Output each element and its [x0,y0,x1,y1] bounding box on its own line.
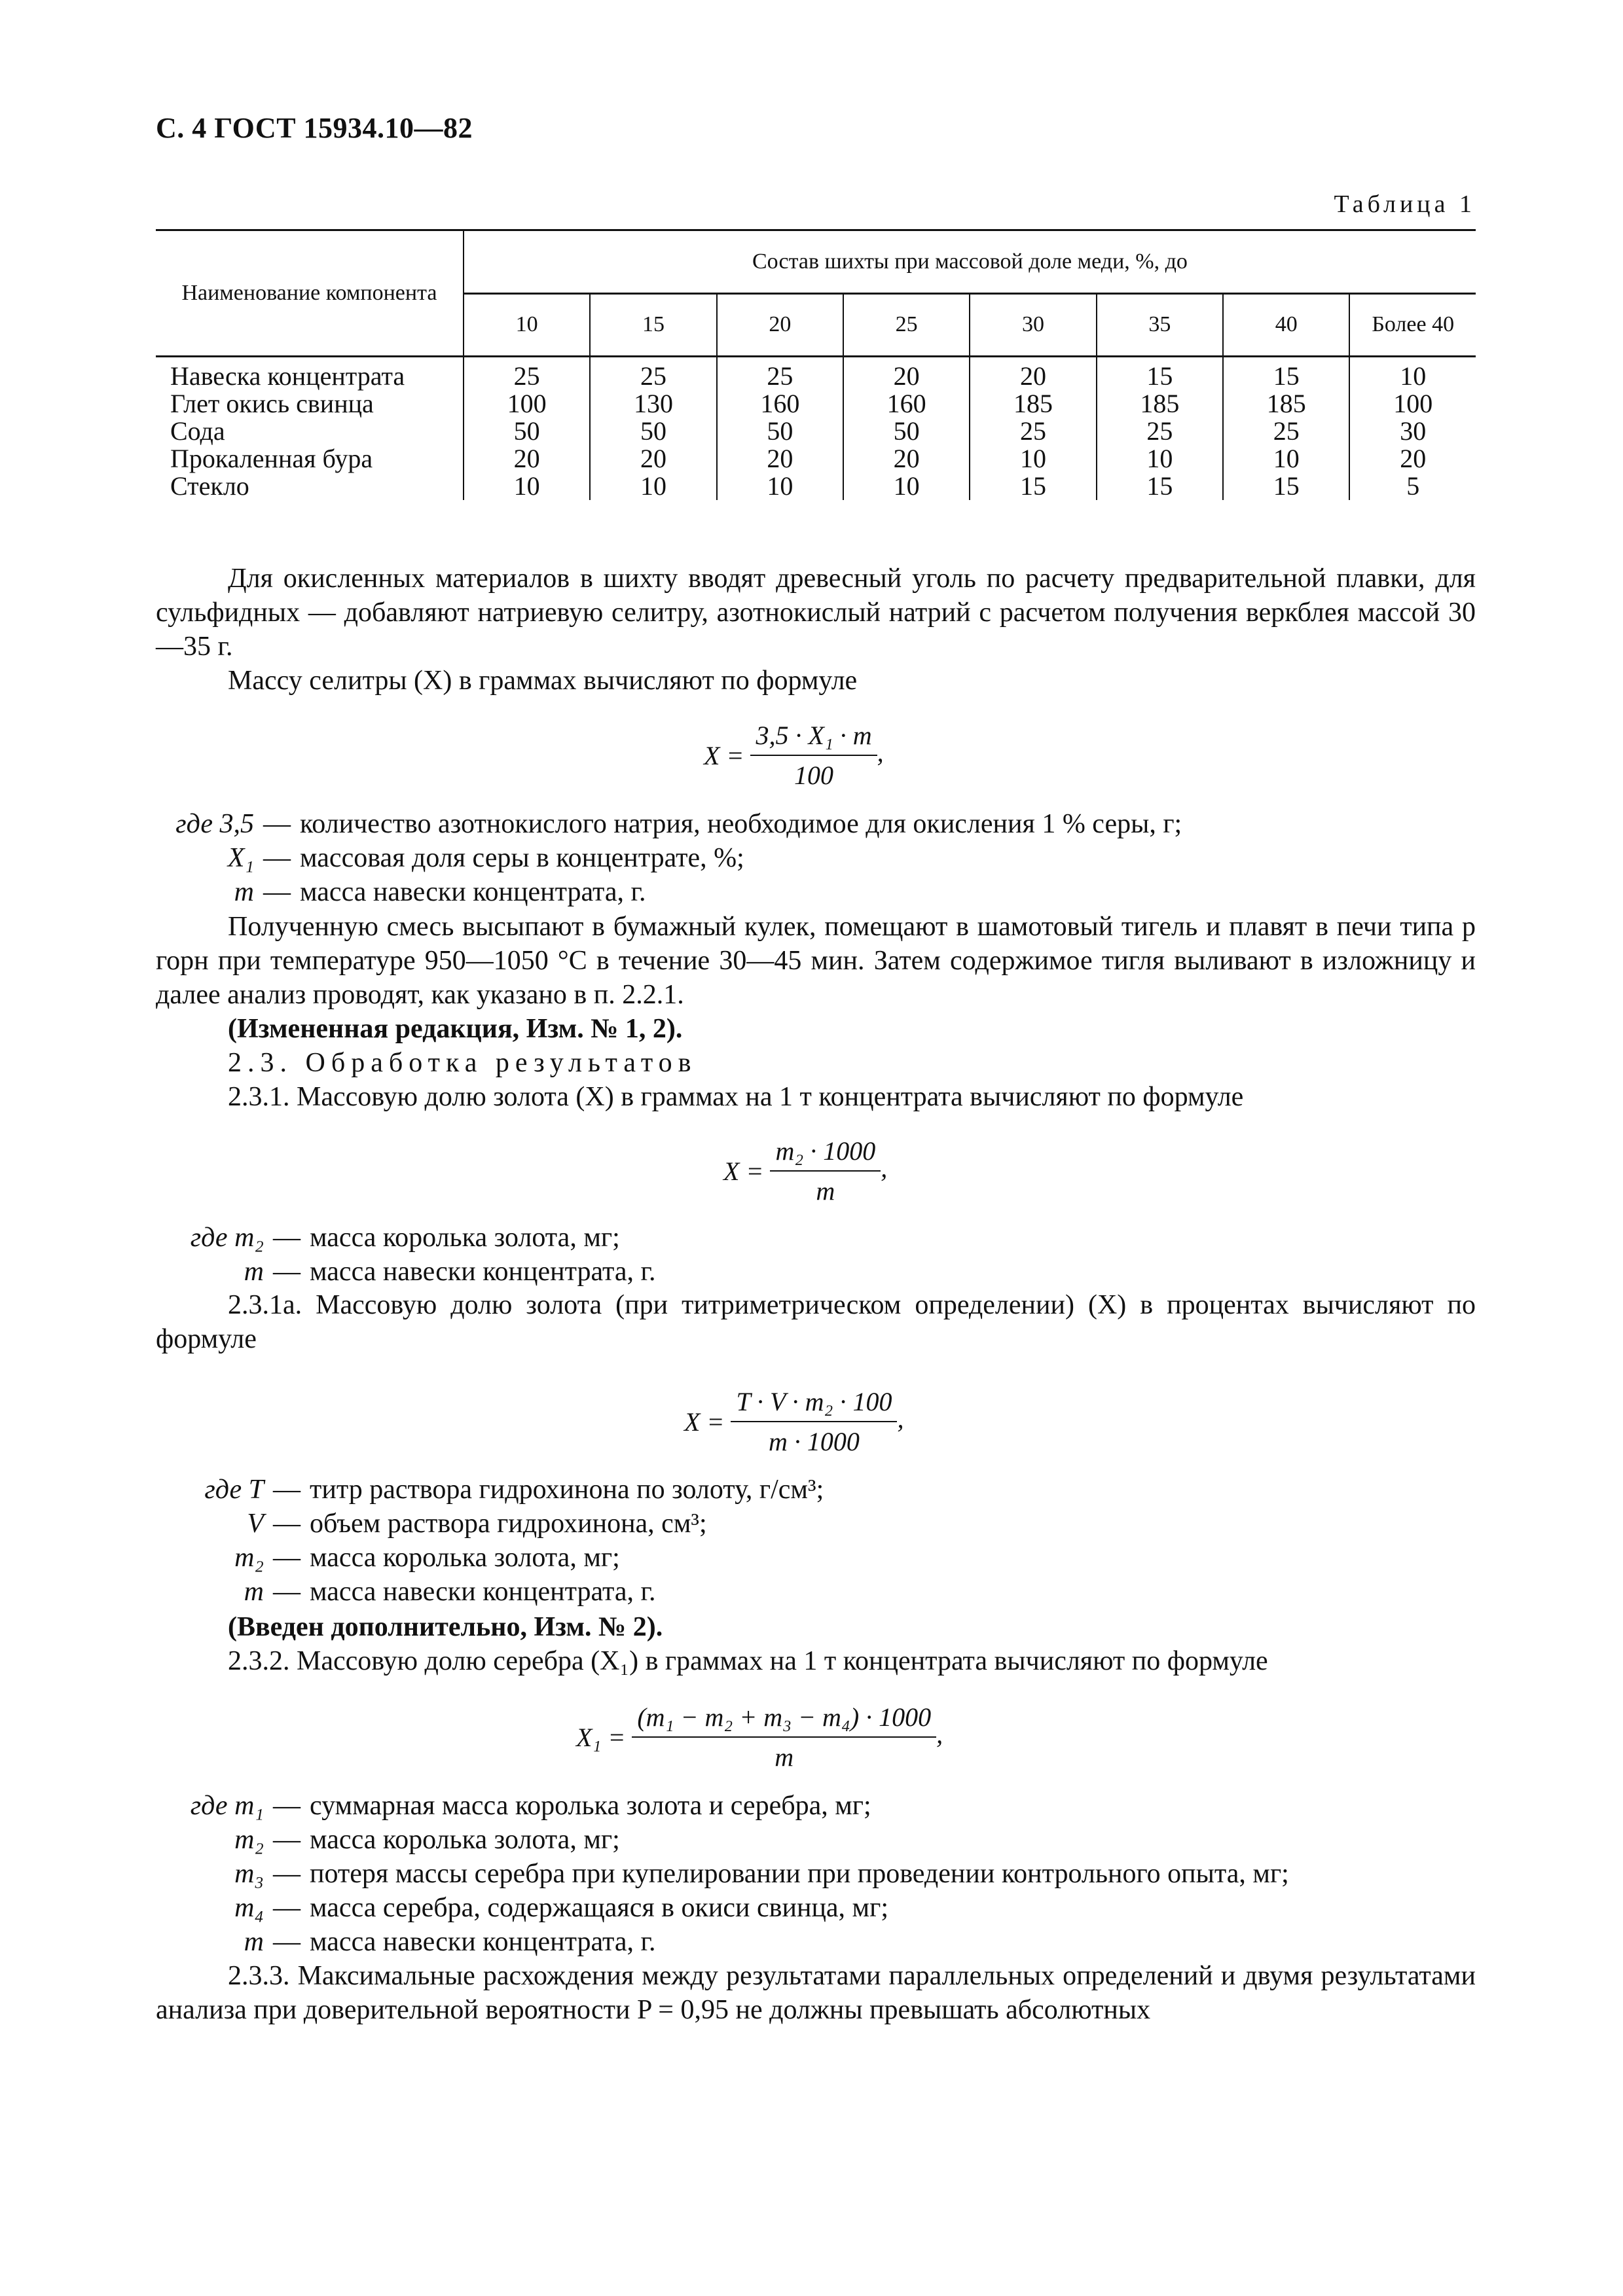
legend-row [156,875,1182,909]
formula-4 [576,1702,943,1772]
table-value: 20 [1400,444,1427,473]
amendment-note: (Измененная редакция, Изм. № 1, 2). [228,1014,683,1044]
section-heading: 2.3. Обработка результатов [228,1048,697,1078]
formula-numerator: m₂ · 1000 [770,1136,881,1172]
legend-row [156,1541,824,1575]
table-value: 185 [1013,389,1053,418]
table-value: 25 [767,361,793,391]
formula-tail: , [897,1404,904,1434]
legend-text: масса королька золота, мг; [310,1223,620,1253]
table-value: 20 [513,444,540,473]
table-col-header: 15 [590,293,716,357]
paragraph: 2.3.3. Максимальные расхождения между результатами параллельных определений и двумя результатами анализа при доверительной вероятности P = 0,95 не должны превышать абсолютных [156,1961,1476,2025]
table-value: 185 [1140,389,1180,418]
table-value: 20 [640,444,666,473]
formula-lhs: X = [723,1156,764,1186]
formula-lhs: X = [704,740,744,770]
table-value: 10 [893,471,920,501]
page-header: С. 4 ГОСТ 15934.10—82 [156,112,473,144]
table-value: 185 [1266,389,1306,418]
legend-symbol: m₄ [234,1893,264,1923]
table-value: 15 [1146,471,1173,501]
table-cell-values [590,357,716,501]
table-value: 15 [1273,361,1300,391]
table-value: 25 [1146,416,1173,446]
legend-dash: — [273,1893,301,1923]
legend-row [156,1891,1289,1925]
table-value: 15 [1146,361,1173,391]
legend-row [156,1857,1289,1891]
table-value: 25 [513,361,540,391]
formula-numerator: (m₁ − m₂ + m₃ − m₄) · 1000 [632,1702,936,1738]
table-value: 15 [1020,471,1047,501]
table-cell-values [717,357,843,501]
table-value: 10 [767,471,793,501]
legend-symbol: X₁ [227,843,254,873]
text-block-1 [156,562,1476,698]
legend-dash: — [263,843,291,873]
table-value: 15 [1273,471,1300,501]
legend-dash: — [273,1223,301,1253]
component-name: Навеска концентрата [170,361,405,391]
legend-dash: — [273,1543,301,1573]
formula-2 [723,1136,887,1206]
legend-symbol: m₂ [234,1543,264,1573]
legend-2 [156,1221,656,1289]
legend-3 [156,1473,824,1609]
legend-symbol: где m₂ [190,1223,264,1253]
table-cell-values [843,357,970,501]
table-caption: Таблица 1 [1334,190,1476,218]
legend-symbol: m₃ [234,1859,264,1889]
formula-denominator: m [816,1176,835,1206]
legend-symbol: где m₁ [190,1791,264,1821]
legend-dash: — [273,1509,301,1539]
legend-text: титр раствора гидрохинона по золоту, г/см³; [310,1475,824,1505]
table-value: 20 [1020,361,1047,391]
legend-text: масса навески концентрата, г. [300,877,646,907]
table-value: 10 [1146,444,1173,473]
table-cell-values [464,357,590,501]
table-col-header: 30 [970,293,1096,357]
table-value: 10 [1020,444,1047,473]
legend-dash: — [273,1825,301,1855]
formula-1 [704,720,884,791]
legend-row [156,807,1182,841]
formula-tail: , [881,1153,888,1183]
formula-denominator: m [775,1742,794,1772]
legend-text: объем раствора гидрохинона, см³; [310,1509,707,1539]
legend-text: масса навески концентрата, г. [310,1577,656,1607]
legend-text: масса королька золота, мг; [310,1543,620,1573]
formula-tail: , [936,1719,943,1749]
formula-3 [684,1386,903,1457]
component-name: Прокаленная бура [170,444,373,473]
table-cell-names [156,357,464,501]
table-value: 100 [1393,389,1433,418]
paragraph: Массу селитры (X) в граммах вычисляют по формуле [228,666,858,696]
formula-denominator: m · 1000 [769,1427,860,1456]
table-value: 10 [1273,444,1300,473]
legend-text: масса навески концентрата, г. [310,1927,656,1957]
composition-table [156,229,1476,500]
text-block-5 [156,1959,1476,2027]
text-block-4 [156,1610,1476,1678]
component-name: Сода [170,416,225,446]
legend-4 [156,1789,1289,1959]
legend-dash: — [273,1859,301,1889]
table-cell-values [1349,357,1476,501]
legend-dash: — [263,877,291,907]
table-value: 160 [760,389,800,418]
legend-symbol: m [244,1577,264,1607]
legend-dash: — [263,809,291,839]
table-col-header: 40 [1223,293,1349,357]
legend-text: суммарная масса королька золота и серебра, мг; [310,1791,871,1821]
paragraph: 2.3.1. Массовую долю золота (X) в граммах на 1 т концентрата вычисляют по формуле [228,1082,1244,1112]
legend-text: масса серебра, содержащаяся в окиси свинца, мг; [310,1893,889,1923]
table-col-header: 25 [843,293,970,357]
component-name: Глет окись свинца [170,389,374,418]
legend-symbol: m [234,877,254,907]
legend-symbol: где T [204,1475,264,1505]
table-value: 5 [1406,471,1420,501]
table-value: 30 [1400,416,1427,446]
formula-numerator: T · V · m₂ · 100 [731,1386,897,1422]
table-col-header: 20 [717,293,843,357]
legend-dash: — [273,1475,301,1505]
legend-symbol: m₂ [234,1825,264,1855]
table-value: 100 [507,389,547,418]
legend-text: потеря массы серебра при купелировании при проведении контрольного опыта, мг; [310,1859,1289,1889]
table-cell-values [1097,357,1223,501]
amendment-note: (Введен дополнительно, Изм. № 2). [228,1612,663,1642]
table-col-header: 10 [464,293,590,357]
table-value: 10 [513,471,540,501]
legend-row [156,1823,1289,1857]
table-value: 20 [767,444,793,473]
table-value: 130 [633,389,673,418]
table-value: 10 [1400,361,1427,391]
legend-text: массовая доля серы в концентрате, %; [300,843,744,873]
formula-numerator: 3,5 · X₁ · m [750,720,877,756]
legend-row [156,1575,824,1609]
legend-symbol: V [247,1509,264,1539]
legend-symbol: где 3,5 [175,809,254,839]
legend-row [156,1925,1289,1959]
legend-dash: — [273,1791,301,1821]
table-value: 25 [1273,416,1300,446]
table-header-name: Наименование компонента [156,230,464,357]
legend-row [156,1507,824,1541]
legend-symbol: m [244,1927,264,1957]
table-value: 25 [640,361,666,391]
formula-lhs: X₁ = [576,1722,626,1752]
table-row [156,357,1476,501]
formula-denominator: 100 [794,761,834,790]
legend-row [156,1255,656,1289]
legend-row [156,1473,824,1507]
text-block-3 [156,1288,1476,1356]
legend-symbol: m [244,1257,264,1287]
legend-text: масса королька золота, мг; [310,1825,620,1855]
formula-lhs: X = [684,1407,725,1437]
table-value: 10 [640,471,666,501]
table-header-group: Состав шихты при массовой доле меди, %, до [464,230,1476,294]
table-value: 20 [893,444,920,473]
paragraph: 2.3.1а. Массовую долю золота (при титриметрическом определении) (X) в процентах вычисляют по формуле [156,1290,1476,1354]
component-name: Стекло [170,471,249,501]
table-value: 50 [893,416,920,446]
legend-dash: — [273,1577,301,1607]
legend-text: количество азотнокислого натрия, необходимое для окисления 1 % серы, г; [300,809,1182,839]
formula-tail: , [877,738,884,768]
legend-dash: — [273,1927,301,1957]
legend-row [156,1221,656,1255]
text-block-2 [156,910,1476,1114]
table-value: 25 [1020,416,1047,446]
table-value: 20 [893,361,920,391]
legend-1 [156,807,1182,909]
table-value: 50 [640,416,666,446]
legend-dash: — [273,1257,301,1287]
table-col-header: 35 [1097,293,1223,357]
legend-text: масса навески концентрата, г. [310,1257,656,1287]
table-cell-values [970,357,1096,501]
table-col-header: Более 40 [1349,293,1476,357]
paragraph: Полученную смесь высыпают в бумажный кулек, помещают в шамотовый тигель и плавят в печи типа р горн при температуре 950—1050 °С в течение 30—45 мин. Затем содержимое тигля выливают в изложницу и далее анализ проводят, как указано в п. 2.2.1. [156,912,1476,1010]
legend-row [156,1789,1289,1823]
table-value: 50 [513,416,540,446]
paragraph: 2.3.2. Массовую долю серебра (X₁) в граммах на 1 т концентрата вычисляют по формуле [228,1646,1268,1676]
table-cell-values [1223,357,1349,501]
paragraph: Для окисленных материалов в шихту вводят древесный уголь по расчету предварительной плавки, для сульфидных — добавляют натриевую селитру, азотнокислый натрий с расчетом получения веркблея массой 30—35 г. [156,564,1476,662]
table-value: 50 [767,416,793,446]
table-value: 160 [886,389,926,418]
legend-row [156,841,1182,875]
